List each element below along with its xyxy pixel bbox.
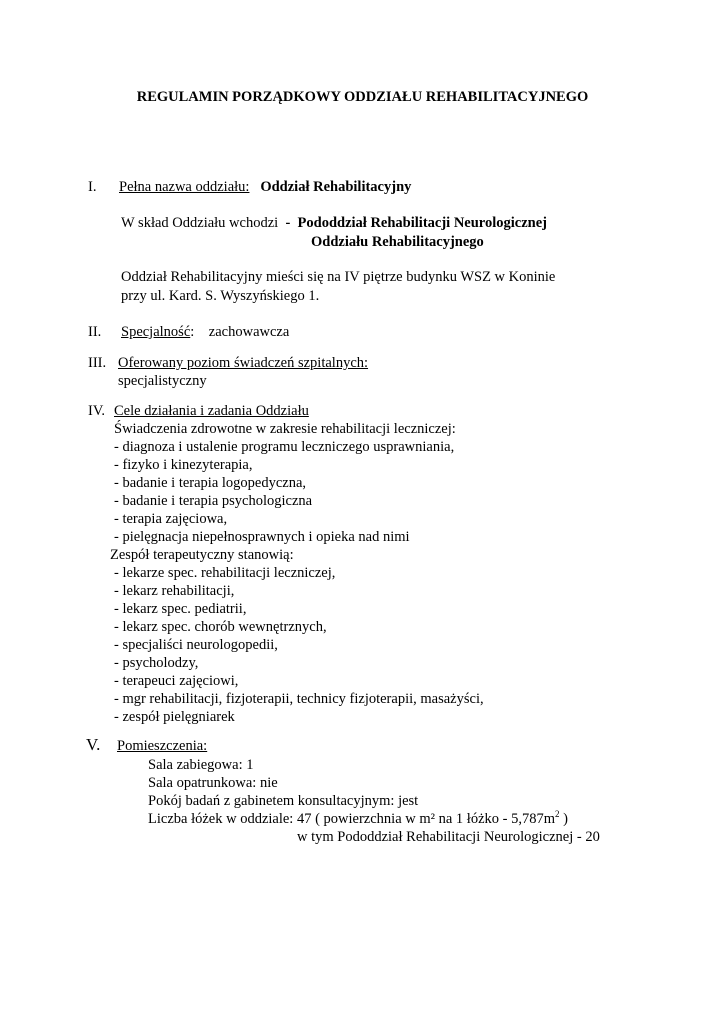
list-item: - badanie i terapia logopedyczna, [114, 475, 307, 491]
section-2-heading [121, 323, 289, 341]
section-4-label: Cele działania i zadania Oddziału [114, 403, 309, 419]
section-1-number: I. [88, 179, 97, 195]
list-item: - lekarz rehabilitacji, [114, 583, 235, 599]
team-label: Zespół terapeutyczny stanowią: [110, 547, 294, 563]
list-item: - fizyko i kinezyterapia, [114, 457, 253, 473]
section-3-value: specjalistyczny [118, 373, 207, 389]
list-item: - mgr rehabilitacji, fizjoterapii, technicy fizjoterapii, masażyści, [114, 691, 484, 707]
beds-end: ) [559, 811, 568, 827]
room-line-3: Pokój badań z gabinetem konsultacyjnym: jest [148, 793, 419, 809]
team-list [114, 564, 484, 726]
section-4-intro: Świadczenia zdrowotne w zakresie rehabilitacji leczniczej: [114, 421, 456, 437]
location-line-2: przy ul. Kard. S. Wyszyńskiego 1. [121, 288, 320, 304]
list-item: - lekarz spec. pediatrii, [114, 601, 247, 617]
services-list [114, 438, 454, 546]
section-2-number: II. [88, 324, 102, 340]
section-1-sklad [121, 214, 547, 232]
section-2-value: zachowawcza [208, 324, 290, 340]
list-item: - specjaliści neurologopedii, [114, 637, 278, 653]
section-5-label: Pomieszczenia: [117, 738, 208, 754]
room-line-4 [148, 810, 568, 828]
room-line-5: w tym Pododdział Rehabilitacji Neurologicznej - 20 [297, 829, 600, 845]
list-item: - terapeuci zajęciowi, [114, 673, 239, 689]
section-4-number: IV. [88, 403, 106, 419]
room-line-1: Sala zabiegowa: 1 [148, 757, 254, 773]
page-title: REGULAMIN PORZĄDKOWY ODDZIAŁU REHABILITACYJNEGO [136, 89, 589, 105]
list-item: - terapia zajęciowa, [114, 511, 228, 527]
section-1-label: Pełna nazwa oddziału: [119, 179, 250, 195]
sklad-label: W skład Oddziału wchodzi [121, 215, 279, 231]
sklad-dash: - [285, 215, 291, 231]
room-line-2: Sala opatrunkowa: nie [148, 775, 278, 791]
section-2-label: Specjalność [121, 324, 191, 340]
list-item: - lekarz spec. chorób wewnętrznych, [114, 619, 327, 635]
list-item: - pielęgnacja niepełnosprawnych i opieka nad nimi [114, 529, 410, 545]
beds-text: Liczba łóżek w oddziale: 47 ( powierzchnia w m² na 1 łóżko - 5,787m [148, 811, 555, 827]
section-5-number: V. [86, 735, 101, 754]
section-2-colon: : [190, 324, 195, 340]
section-3-number: III. [88, 355, 107, 371]
sklad-value-2: Oddziału Rehabilitacyjnego [311, 234, 484, 250]
list-item: - zespół pielęgniarek [114, 709, 235, 725]
list-item: - lekarze spec. rehabilitacji leczniczej, [114, 565, 336, 581]
list-item: - diagnoza i ustalenie programu leczniczego usprawniania, [114, 439, 455, 455]
list-item: - psycholodzy, [114, 655, 199, 671]
beds-superscript: 2 [555, 809, 560, 820]
section-1-value: Oddział Rehabilitacyjny [260, 179, 412, 195]
sklad-value-1: Pododdział Rehabilitacji Neurologicznej [297, 215, 547, 231]
list-item: - badanie i terapia psychologiczna [114, 493, 313, 509]
section-1-heading [119, 178, 411, 196]
section-3-label: Oferowany poziom świadczeń szpitalnych: [118, 355, 369, 371]
location-line-1: Oddział Rehabilitacyjny mieści się na IV piętrze budynku WSZ w Koninie [121, 269, 556, 285]
